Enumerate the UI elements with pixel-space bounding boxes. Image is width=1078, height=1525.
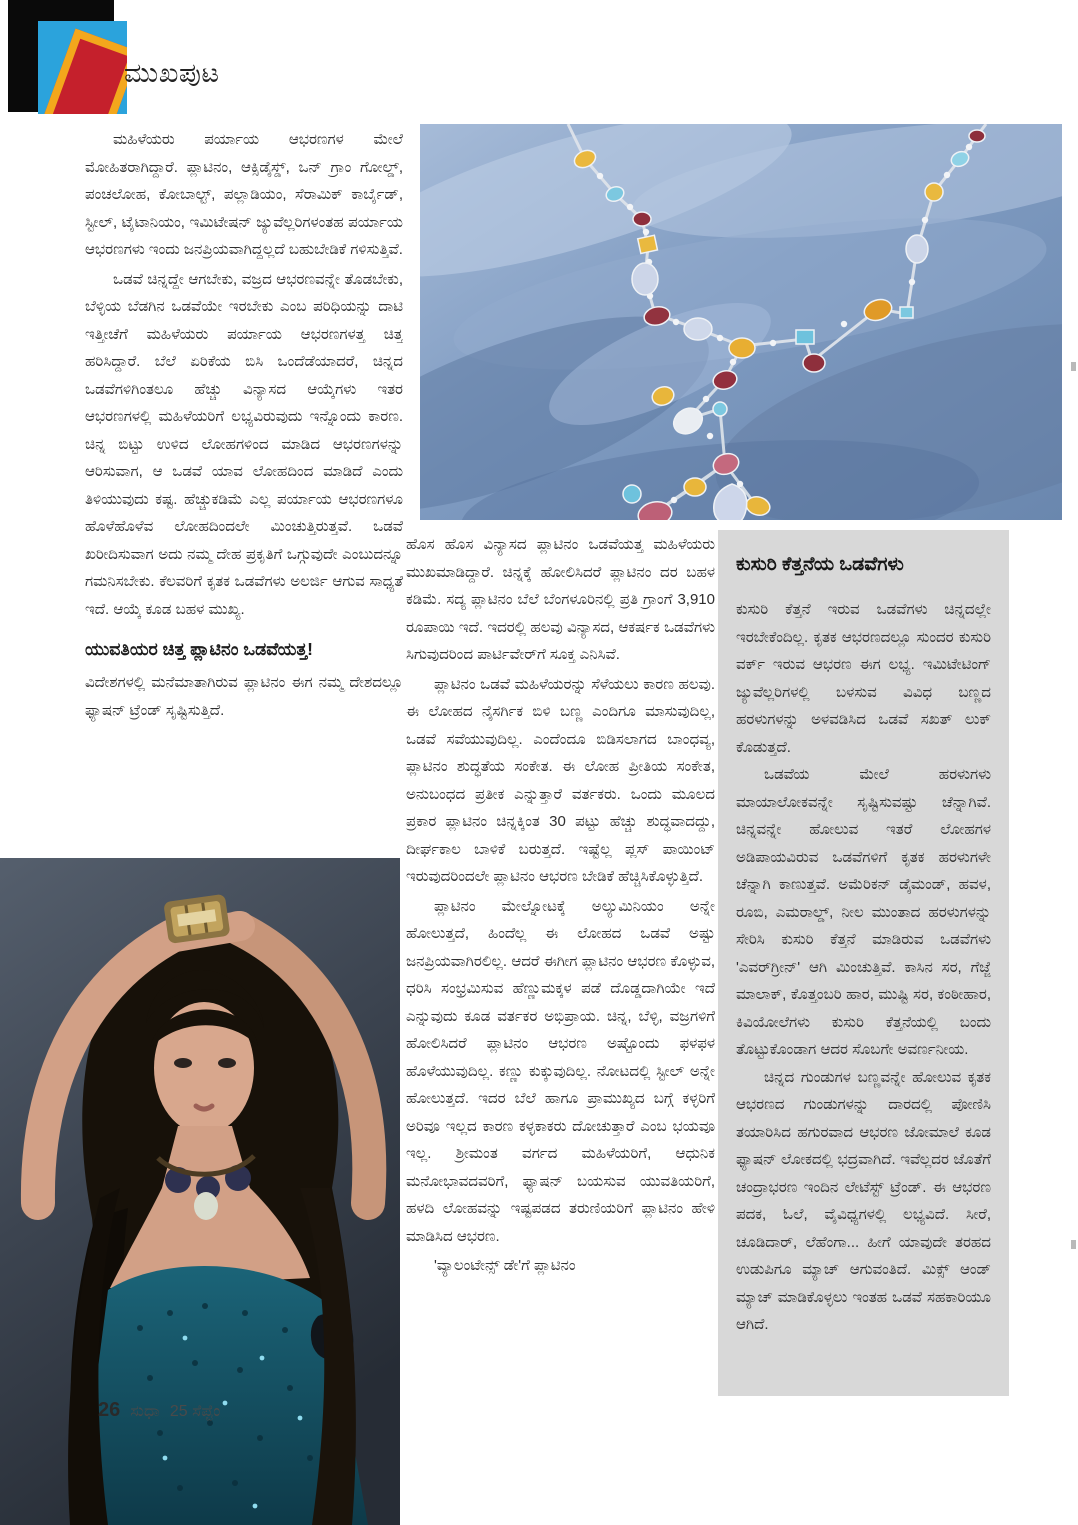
paragraph: ಮಹಿಳೆಯರು ಪರ್ಯಾಯ ಆಭರಣಗಳ ಮೇಲೆ ಮೋಹಿತರಾಗಿದ್ದಾರೆ. ಪ್ಲಾಟಿನಂ, ಆಕ್ಸಿಡೈಸ್ಡ್, ಒನ್ ಗ್ರಾಂ ಗೋಲ್ಡ್, ಪಂಚಲೋಹ, ಕೋಬಾಲ್ಟ್, ಪಲ್ಲಾಡಿಯಂ, ಸೆರಾಮಿಕ್ ಕಾರ್ಬೈಡ್, ಸ್ಟೀಲ್, ಟೈಟಾನಿಯಂ, ಇಮಿಟೇಷನ್ ಜ್ಯುವೆಲ್ಲರಿಗಳಂತಹ ಪರ್ಯಾಯ ಆಭರಣಗಳು ಇಂದು ಜನಪ್ರಿಯವಾಗಿದ್ದಲ್ಲದೆ ಬಹುಬೇಡಿಕೆ ಗಳಿಸುತ್ತಿವೆ.	[85, 131, 403, 258]
logo-book-icon	[41, 28, 127, 114]
page-footer	[98, 1399, 220, 1422]
sidebar-title: ಕುಸುರಿ ಕೆತ್ತನೆಯ ಒಡವೆಗಳು	[736, 554, 904, 575]
scan-mark	[1071, 362, 1076, 371]
paragraph: ಒಡವೆಯ ಮೇಲೆ ಹರಳುಗಳು ಮಾಯಾಲೋಕವನ್ನೇ ಸೃಷ್ಟಿಸುವಷ್ಟು ಚೆನ್ನಾಗಿವೆ. ಚಿನ್ನವನ್ನೇ ಹೋಲುವ ಇತರೆ ಲೋಹಗಳ ಅಡಿಪಾಯವಿರುವ ಒಡವೆಗಳಿಗೆ ಕೃತಕ ಹರಳುಗಳೇ ಚೆನ್ನಾಗಿ ಕಾಣುತ್ತವೆ. ಅಮೆರಿಕನ್ ಡೈಮಂಡ್, ಹವಳ, ರೂಬಿ, ಎಮರಾಲ್ಡ್, ನೀಲ ಮುಂತಾದ ಹರಳುಗಳನ್ನು ಸೇರಿಸಿ ಕುಸುರಿ ಕೆತ್ತನೆ ಮಾಡಿರುವ ಒಡವೆಗಳು 'ಎವರ್‌ಗ್ರೀನ್' ಆಗಿ ಮಿಂಚುತ್ತಿವೆ. ಕಾಸಿನ ಸರ, ಗೆಜ್ಜೆ ಮಾಲಾಕ್, ಕೊತ್ತಂಬರಿ ಹಾರ, ಮುಷ್ಟಿ ಸರ, ಕಂಠೀಹಾರ, ಕಿವಿಯೋಲೆಗಳು ಕುಸುರಿ ಕೆತ್ತನೆಯಲ್ಲಿ ಬಂದು ತೊಟ್ಟುಕೊಂಡಾಗ ಆದರ ಸೊಬಗೇ ಅವರ್ಣನೀಯ.	[736, 766, 991, 1058]
section-title: ಮುಖಪುಟ	[124, 58, 220, 88]
paragraph: ಚಿನ್ನದ ಗುಂಡುಗಳ ಬಣ್ಣವನ್ನೇ ಹೋಲುವ ಕೃತಕ ಆಭರಣದ ಗುಂಡುಗಳನ್ನು ದಾರದಲ್ಲಿ ಪೋಣಿಸಿ ತಯಾರಿಸಿದ ಹಗುರವಾದ ಆಭರಣ ಜೋಮಾಲೆ ಕೂಡ ಫ್ಯಾಷನ್ ಲೋಕದಲ್ಲಿ ಭದ್ರವಾಗಿದೆ. ಇವೆಲ್ಲದರ ಜೊತೆಗೆ ಚಂದ್ರಾಭರಣ ಇಂದಿನ ಲೇಟೆಸ್ಟ್ ಟ್ರೆಂಡ್. ಈ ಆಭರಣ ಪದಕ, ಓಲೆ, ವೈವಿಧ್ಯಗಳಲ್ಲಿ ಲಭ್ಯವಿದೆ. ಸೀರೆ, ಚೂಡಿದಾರ್, ಲೆಹೆಂಗಾ... ಹೀಗೆ ಯಾವುದೇ ತರಹದ ಉಡುಪಿಗೂ ಮ್ಯಾಚ್ ಆಗುವಂತಿದೆ. ಮಿಕ್ಸ್ ಆಂಡ್ ಮ್ಯಾಚ್ ಮಾಡಿಕೊಳ್ಳಲು ಇಂತಹ ಒಡವೆ ಸಹಕಾರಿಯೂ ಆಗಿದೆ.	[736, 1068, 991, 1333]
page-number: 26	[98, 1399, 121, 1421]
paragraph: ಹೊಸ ಹೊಸ ವಿನ್ಯಾಸದ ಪ್ಲಾಟಿನಂ ಒಡವೆಯತ್ತ ಮಹಿಳೆಯರು ಮುಖಮಾಡಿದ್ದಾರೆ. ಚಿನ್ನಕ್ಕೆ ಹೋಲಿಸಿದರೆ ಪ್ಲಾಟಿನಂ ದರ ಬಹಳ ಕಡಿಮೆ. ಸದ್ಯ ಪ್ಲಾಟಿನಂ ಬೆಲೆ ಬೆಂಗಳೂರಿನಲ್ಲಿ ಪ್ರತಿ ಗ್ರಾಂಗೆ 3,910 ರೂಪಾಯಿ ಇದೆ. ಇದರಲ್ಲಿ ಹಲವು ವಿನ್ಯಾಸದ, ಆಕರ್ಷಕ ಒಡವೆಗಳು ಸಿಗುವುದರಿಂದ ಪಾರ್ಟಿವೇರ್‌ಗೆ ಸೂಕ್ತ ಎನಿಸಿವೆ.	[406, 536, 715, 663]
magazine-name: ಸುಧಾ	[130, 1403, 160, 1420]
necklace-photo	[420, 124, 1062, 520]
paragraph: ಪ್ಲಾಟಿನಂ ಮೇಲ್ನೋಟಕ್ಕೆ ಅಲ್ಯುಮಿನಿಯಂ ಅನ್ನೇ ಹೋಲುತ್ತದೆ, ಹಿಂದೆಲ್ಲ ಈ ಲೋಹದ ಒಡವೆ ಅಷ್ಟು ಜನಪ್ರಿಯವಾಗಿರಲಿಲ್ಲ. ಆದರೆ ಈಗೀಗ ಪ್ಲಾಟಿನಂ ಆಭರಣ ಕೊಳ್ಳುವ, ಧರಿಸಿ ಸಂಭ್ರಮಿಸುವ ಹೆಣ್ಣುಮಕ್ಕಳ ಪಡೆ ದೊಡ್ಡದಾಗಿಯೇ ಇದೆ ಎನ್ನುವುದು ಕೂಡ ವರ್ತಕರ ಅಭಿಪ್ರಾಯ. ಚಿನ್ನ, ಬೆಳ್ಳಿ, ವಜ್ರಗಳಿಗೆ ಹೋಲಿಸಿದರೆ ಪ್ಲಾಟಿನಂ ಆಭರಣ ಅಷ್ಟೊಂದು ಫಳಫಳ ಹೊಳೆಯುವುದಿಲ್ಲ. ಕಣ್ಣು ಕುಕ್ಕುವುದಿಲ್ಲ. ನೋಟದಲ್ಲಿ ಸ್ಟೀಲ್ ಅನ್ನೇ ಹೋಲುತ್ತದೆ. ಇದರ ಬೆಲೆ ಹಾಗೂ ಪ್ರಾಮುಖ್ಯದ ಬಗ್ಗೆ ಕಳ್ಳರಿಗೆ ಅರಿವೂ ಇಲ್ಲದ ಕಾರಣ ಕಳ್ಳಕಾಕರು ದೋಚುತ್ತಾರೆ ಎಂಬ ಭಯವೂ ಇಲ್ಲ. ಶ್ರೀಮಂತ ವರ್ಗದ ಮಹಿಳೆಯರಿಗೆ, ಆಧುನಿಕ ಮನೋಭಾವದವರಿಗೆ, ಫ್ಯಾಷನ್ ಬಯಸುವ ಯುವತಿಯರಿಗೆ, ಹಳದಿ ಲೋಹವನ್ನು ಇಷ್ಟಪಡದ ತರುಣಿಯರಿಗೆ ಪ್ಲಾಟಿನಂ ಹೇಳಿ ಮಾಡಿಸಿದ ಆಭರಣ.	[406, 897, 715, 1245]
sidebar-box	[718, 530, 1009, 1396]
scan-mark	[1071, 1240, 1076, 1249]
paragraph: 'ವ್ಯಾಲಂಟೇನ್ಸ್ ಡೇ'ಗೆ ಪ್ಲಾಟಿನಂ	[434, 1257, 576, 1274]
subheading: ಯುವತಿಯರ ಚಿತ್ತ ಪ್ಲಾಟಿನಂ ಒಡವೆಯತ್ತ!	[85, 639, 313, 659]
model-photo	[0, 858, 400, 1525]
paragraph: ಪ್ಲಾಟಿನಂ ಒಡವೆ ಮಹಿಳೆಯರನ್ನು ಸೆಳೆಯಲು ಕಾರಣ ಹಲವು. ಈ ಲೋಹದ ನೈಸರ್ಗಿಕ ಬಿಳಿ ಬಣ್ಣ ಎಂದಿಗೂ ಮಾಸುವುದಿಲ್ಲ, ಒಡವೆ ಸವೆಯುವುದಿಲ್ಲ. ಎಂದೆಂದೂ ಬಿಡಿಸಲಾಗದ ಬಾಂಧವ್ಯ, ಪ್ಲಾಟಿನಂ ಶುದ್ಧತೆಯ ಸಂಕೇತ. ಈ ಲೋಹ ಪ್ರೀತಿಯ ಸಂಕೇತ, ಅನುಬಂಧದ ಪ್ರತೀಕ ಎನ್ನುತ್ತಾರೆ ವರ್ತಕರು. ಒಂದು ಮೂಲದ ಪ್ರಕಾರ ಪ್ಲಾಟಿನಂ ಚಿನ್ನಕ್ಕಿಂತ 30 ಪಟ್ಟು ಹೆಚ್ಚು ಶುದ್ಧವಾದದ್ದು, ದೀರ್ಘಕಾಲ ಬಾಳಿಕೆ ಬರುತ್ತದೆ. ಇಷ್ಟೆಲ್ಲ ಪ್ಲಸ್ ಪಾಯಿಂಟ್ ಇರುವುದರಿಂದಲೇ ಪ್ಲಾಟಿನಂ ಆಭರಣ ಬೇಡಿಕೆ ಹೆಚ್ಚಿಸಿಕೊಳ್ಳುತ್ತಿದೆ.	[406, 675, 715, 885]
standfirst: ವಿದೇಶಗಳಲ್ಲಿ ಮನೆಮಾತಾಗಿರುವ ಪ್ಲಾಟಿನಂ ಈಗ ನಮ್ಮ ದೇಶದಲ್ಲೂ ಫ್ಯಾಷನ್ ಟ್ರೆಂಡ್ ಸೃಷ್ಟಿಸುತ್ತಿದೆ.	[85, 674, 403, 719]
issue-date: 25 ಸೆಪ್ಟೆಂ	[169, 1403, 221, 1420]
model-photo-graphic	[0, 858, 400, 1525]
middle-column	[406, 531, 715, 1403]
paragraph: ಕುಸುರಿ ಕೆತ್ತನೆ ಇರುವ ಒಡವೆಗಳು ಚಿನ್ನದಲ್ಲೇ ಇರಬೇಕೆಂದಿಲ್ಲ. ಕೃತಕ ಆಭರಣದಲ್ಲೂ ಸುಂದರ ಕುಸುರಿ ವರ್ಕ್ ಇರುವ ಆಭರಣ ಈಗ ಲಭ್ಯ. ಇಮಿಟೇಟಿಂಗ್ ಜ್ಯುವೆಲ್ಲರಿಗಳಲ್ಲಿ ಬಳಸುವ ವಿವಿಧ ಬಣ್ಣದ ಹರಳುಗಳನ್ನು ಅಳವಡಿಸಿದ ಒಡವೆ ಸಖತ್ ಲುಕ್ ಕೊಡುತ್ತದೆ.	[736, 601, 991, 756]
logo-blue-square	[38, 21, 127, 114]
left-column	[85, 126, 403, 858]
paragraph: ಒಡವೆ ಚಿನ್ನದ್ದೇ ಆಗಬೇಕು, ವಜ್ರದ ಆಭರಣವನ್ನೇ ತೊಡಬೇಕು, ಬೆಳ್ಳಿಯ ಬೆಡಗಿನ ಒಡವೆಯೇ ಇರಬೇಕು ಎಂಬ ಪರಿಧಿಯನ್ನು ದಾಟಿ ಇತ್ತೀಚೆಗೆ ಮಹಿಳೆಯರು ಪರ್ಯಾಯ ಆಭರಣಗಳತ್ತ ಚಿತ್ತ ಹರಿಸಿದ್ದಾರೆ. ಬೆಲೆ ಏರಿಕೆಯ ಬಿಸಿ ಒಂದೆಡೆಯಾದರೆ, ಚಿನ್ನದ ಒಡವೆಗಳಿಗಿಂತಲೂ ಹೆಚ್ಚು ವಿನ್ಯಾಸದ ಆಯ್ಕೆಗಳು ಇತರ ಆಭರಣಗಳಲ್ಲಿ ಮಹಿಳೆಯರಿಗೆ ಲಭ್ಯವಿರುವುದು ಇನ್ನೊಂದು ಕಾರಣ. ಚಿನ್ನ ಬಿಟ್ಟು ಉಳಿದ ಲೋಹಗಳಿಂದ ಮಾಡಿದ ಆಭರಣಗಳನ್ನು ಆರಿಸುವಾಗ, ಆ ಒಡವೆ ಯಾವ ಲೋಹದಿಂದ ಮಾಡಿದೆ ಎಂದು ತಿಳಿಯುವುದು ಕಷ್ಟ. ಹೆಚ್ಚುಕಡಿಮೆ ಎಲ್ಲ ಪರ್ಯಾಯ ಆಭರಣಗಳೂ ಹೊಳೆಹೊಳೆವ ಲೋಹದಿಂದಲೇ ಮಿಂಚುತ್ತಿರುತ್ತವೆ. ಒಡವೆ ಖರೀದಿಸುವಾಗ ಅದು ನಮ್ಮ ದೇಹ ಪ್ರಕೃತಿಗೆ ಒಗ್ಗುವುದೇ ಎಂಬುದನ್ನೂ ಗಮನಿಸಬೇಕು. ಕೆಲವರಿಗೆ ಕೃತಕ ಒಡವೆಗಳು ಅಲರ್ಜಿ ಆಗುವ ಸಾಧ್ಯತೆ ಇದೆ. ಆಯ್ಕೆ ಕೂಡ ಬಹಳ ಮುಖ್ಯ.	[85, 270, 403, 618]
necklace-photo-graphic	[420, 124, 1062, 520]
masthead-logo	[8, 0, 114, 112]
